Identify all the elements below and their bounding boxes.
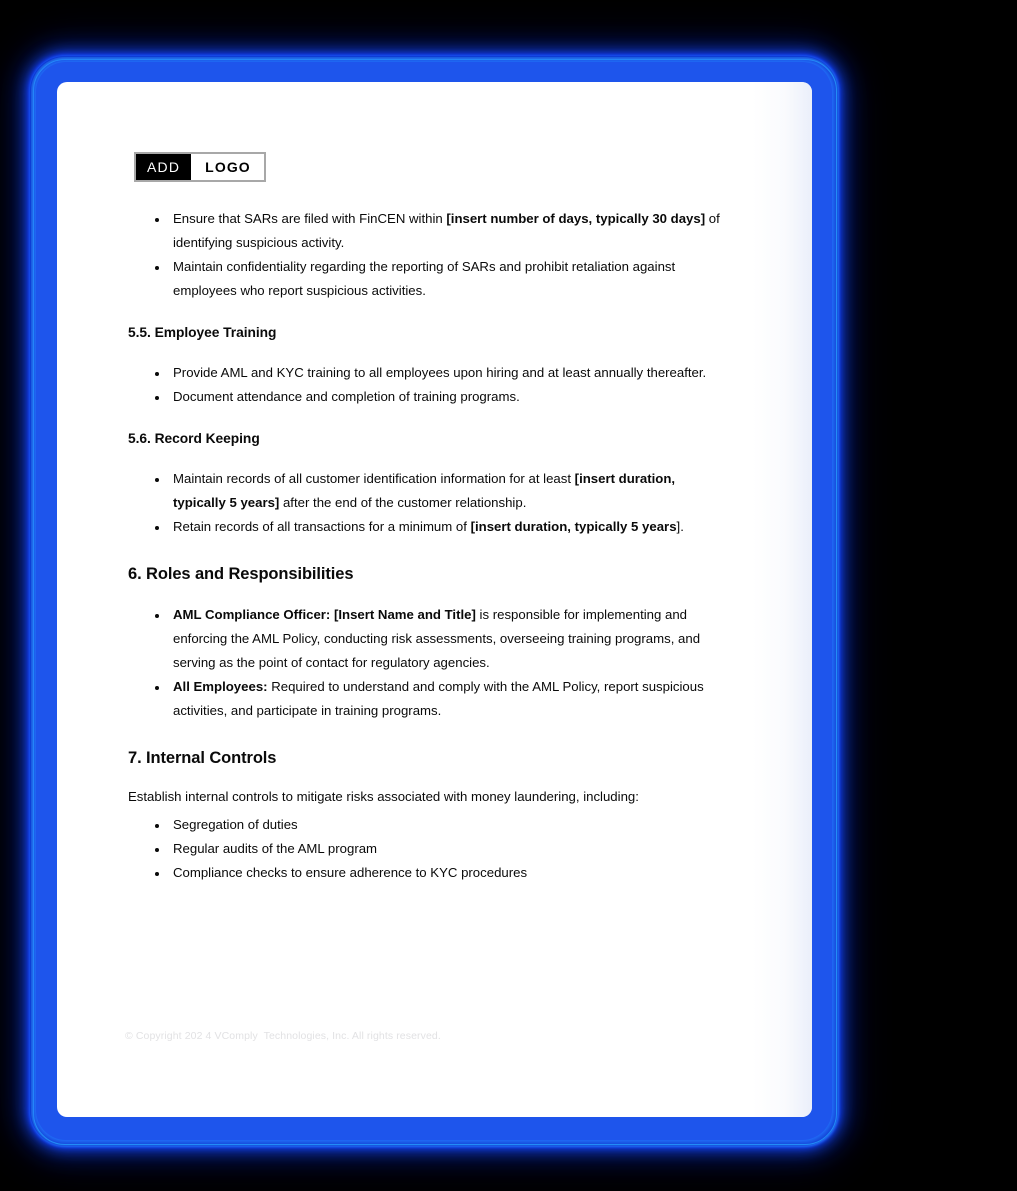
text-run: Maintain confidentiality regarding the reporting of SARs and prohibit retaliation against employees who report suspicious activities. <box>173 259 676 298</box>
document-text-body <box>128 207 728 885</box>
section-heading-roles-and-responsibilities: 6. Roles and Responsibilities <box>128 565 354 583</box>
text-run: Retain records of all transactions for a minimum of <box>173 519 471 534</box>
section-heading-employee-training: 5.5. Employee Training <box>128 325 277 340</box>
text-run: Provide AML and KYC training to all employees upon hiring and at least annually thereafter. <box>173 365 707 380</box>
spacer <box>128 539 728 563</box>
text-run: is responsible for implementing and enforcing the AML Policy, conducting risk assessments, overseeing training programs, and serving as the point of contact for regulatory agencies. <box>173 607 701 670</box>
section-heading-internal-controls: 7. Internal Controls <box>128 749 277 767</box>
document-sections <box>128 303 728 885</box>
list-item <box>128 675 728 723</box>
bold-text-run: AML Compliance Officer: [Insert Name and Title] <box>173 607 476 622</box>
section-intro-internal-controls: Establish internal controls to mitigate risks associated with money laundering, including: <box>128 789 639 804</box>
add-logo-add-label: ADD <box>136 154 191 180</box>
spacer <box>128 723 728 747</box>
document-page[interactable] <box>57 82 812 1117</box>
bullet-list-roles-and-responsibilities <box>128 603 728 723</box>
spacer <box>128 303 728 323</box>
bold-text-run: [insert number of days, typically 30 days] <box>446 211 706 226</box>
list-item <box>128 361 728 385</box>
spacer <box>128 343 728 361</box>
text-run: ]. <box>676 519 684 534</box>
list-item <box>128 813 728 837</box>
text-run: Compliance checks to ensure adherence to KYC procedures <box>173 865 528 880</box>
text-run: Document attendance and completion of training programs. <box>173 389 520 404</box>
text-run: Maintain records of all customer identification information for at least <box>173 471 575 486</box>
spacer <box>128 585 728 603</box>
footer-copyright: © Copyright 202 4 VComply Technologies, Inc. All rights reserved. <box>125 1030 441 1042</box>
add-logo-logo-label: LOGO <box>205 159 251 175</box>
text-run: Regular audits of the AML program <box>173 841 378 856</box>
list-item <box>128 837 728 861</box>
document-page-content <box>57 82 812 1117</box>
list-item <box>128 207 728 255</box>
section-heading-record-keeping: 5.6. Record Keeping <box>128 431 260 446</box>
list-item <box>128 467 728 515</box>
spacer <box>128 409 728 429</box>
bold-text-run: [insert duration, typically 5 years <box>470 519 677 534</box>
list-item <box>128 861 728 885</box>
list-item <box>128 255 728 303</box>
bold-text-run: [insert duration, typically 5 years] <box>173 471 676 510</box>
bullet-list-record-keeping <box>128 467 728 539</box>
add-logo-placeholder[interactable] <box>134 152 266 182</box>
bullet-list-employee-training <box>128 361 728 409</box>
list-item <box>128 515 728 539</box>
page-edge-shading <box>752 82 812 1117</box>
spacer <box>128 769 728 785</box>
text-run: of identifying suspicious activity. <box>173 211 720 250</box>
bold-text-run: All Employees: <box>173 679 268 694</box>
spacer <box>128 449 728 467</box>
text-run: after the end of the customer relationship. <box>279 495 527 510</box>
text-run: Segregation of duties <box>173 817 298 832</box>
sar-filing-bullet-list <box>128 207 728 303</box>
list-item <box>128 385 728 409</box>
text-run: Ensure that SARs are filed with FinCEN within <box>173 211 447 226</box>
text-run: Required to understand and comply with the AML Policy, report suspicious activities, and participate in training programs. <box>173 679 704 718</box>
list-item <box>128 603 728 675</box>
bullet-list-internal-controls <box>128 813 728 885</box>
